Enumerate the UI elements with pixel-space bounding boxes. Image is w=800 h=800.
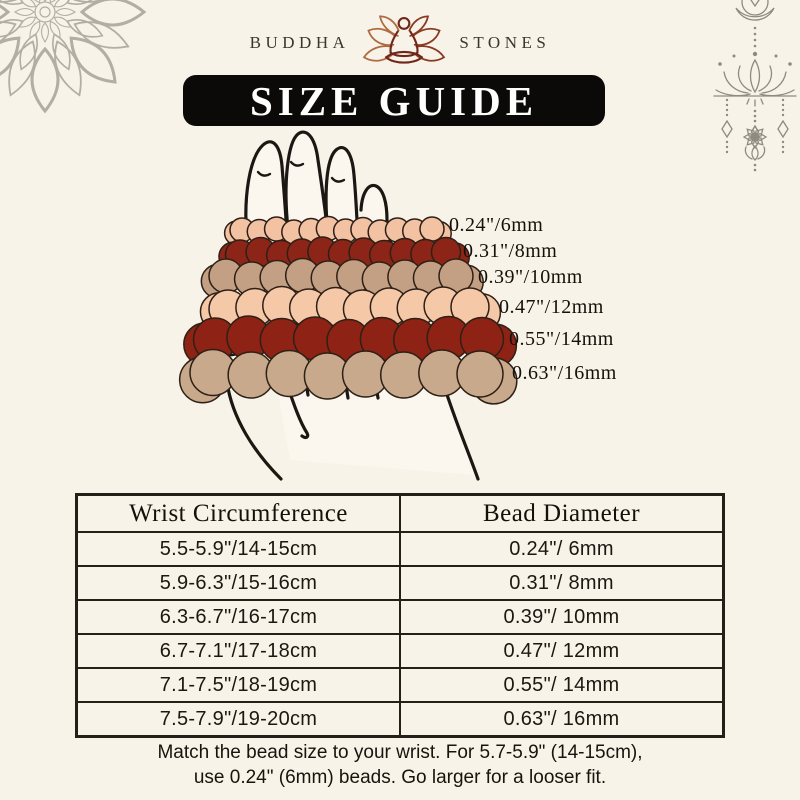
banner-title: SIZE GUIDE	[249, 77, 539, 124]
brand-word-right: STONES	[459, 33, 551, 52]
bead-cell: 0.31"/ 8mm	[400, 566, 724, 600]
lotus-meditation-icon	[359, 11, 449, 75]
hand-with-bracelets-illustration	[170, 130, 520, 490]
table-row	[77, 532, 724, 566]
ornament-star-flower	[744, 126, 766, 148]
bead-size-label: 0.39"/10mm	[478, 266, 583, 288]
bead-size-label: 0.24"/6mm	[449, 214, 544, 236]
bead-cell: 0.55"/ 14mm	[400, 668, 724, 702]
table-header-row	[77, 495, 724, 533]
table-row	[77, 634, 724, 668]
bead-cell: 0.39"/ 10mm	[400, 600, 724, 634]
wrist-cell: 5.9-6.3"/15-16cm	[77, 566, 401, 600]
footer-line-2: use 0.24" (6mm) beads. Go larger for a looser fit.	[193, 767, 607, 789]
col-header-wrist-circumference: Wrist Circumference	[77, 495, 401, 533]
bead-size-label: 0.63"/16mm	[512, 362, 617, 384]
bead-size-label: 0.47"/12mm	[499, 296, 604, 318]
brand-logo	[0, 14, 800, 72]
wrist-cell: 7.5-7.9"/19-20cm	[77, 702, 401, 737]
bead-cell: 0.63"/ 16mm	[400, 702, 724, 737]
table-row	[77, 668, 724, 702]
wrist-cell: 7.1-7.5"/18-19cm	[77, 668, 401, 702]
size-table	[75, 493, 725, 738]
table-row	[77, 702, 724, 737]
bead-cell: 0.47"/ 12mm	[400, 634, 724, 668]
bead-size-label: 0.31"/8mm	[463, 240, 558, 262]
brand-word-left: BUDDHA	[249, 33, 350, 52]
table-row	[77, 600, 724, 634]
table-row	[77, 566, 724, 600]
wrist-cell: 6.3-6.7"/16-17cm	[77, 600, 401, 634]
wrist-cell: 5.5-5.9"/14-15cm	[77, 532, 401, 566]
wrist-cell: 6.7-7.1"/17-18cm	[77, 634, 401, 668]
bead-cell: 0.24"/ 6mm	[400, 532, 724, 566]
footer-line-1: Match the bead size to your wrist. For 5.7-5.9" (14-15cm),	[157, 742, 643, 763]
bead-size-label: 0.55"/14mm	[509, 328, 614, 350]
footer-note	[0, 740, 800, 790]
size-guide-banner	[183, 75, 605, 126]
col-header-bead-diameter: Bead Diameter	[400, 495, 724, 533]
